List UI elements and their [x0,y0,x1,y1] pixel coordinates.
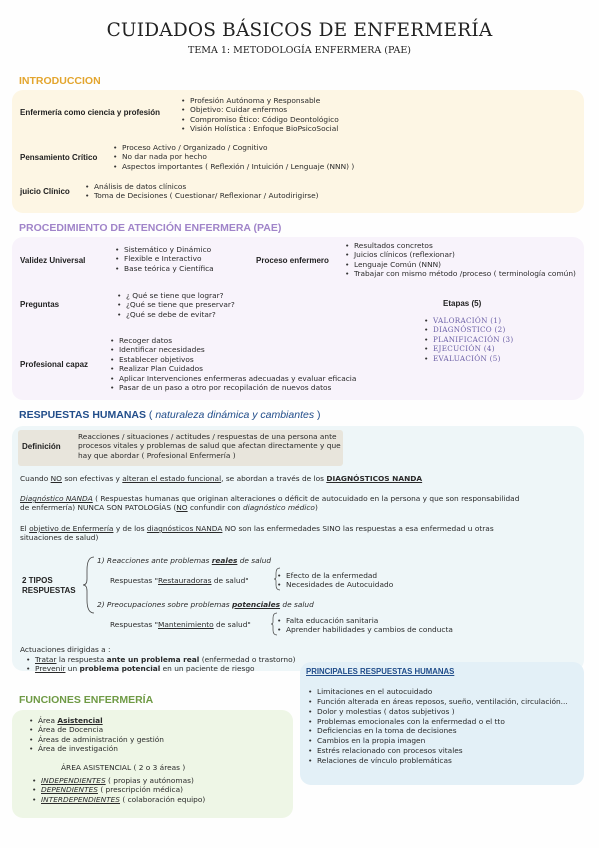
text: situaciones de salud) [20,533,99,543]
list-item: • Pasar de un paso a otro por recopilación de nuevos datos [110,383,356,392]
text: El [20,524,30,533]
tipos-label [22,576,76,596]
pae-label-preguntas: Preguntas [20,300,60,309]
list-item: • Limitaciones en el autocuidado [308,687,568,697]
list-item: • ¿Qué se debe de evitar? [117,310,235,319]
text: 2 TIPOS [22,576,53,585]
definicion-label: Definición [22,442,61,451]
text-italic: diagnóstico médico [242,503,315,513]
list-item: • Objetivo: Cuidar enfermos [181,105,339,114]
respuestas-heading-main: RESPUESTAS HUMANAS [19,409,146,421]
pae-list-etapas [424,316,514,363]
list-item: • Estrés relacionado con procesos vitales [308,746,568,756]
pae-heading: PROCEDIMIENTO DE ATENCIÓN ENFERMERA (PAE) [19,222,282,234]
text-bold-underlined: DIAGNÓSTICOS NANDA [326,474,423,483]
funciones-heading: FUNCIONES ENFERMERÍA [19,694,154,706]
text: un [65,664,80,674]
tipo2-label [97,600,314,609]
list-item: • Profesión Autónoma y Responsable [181,96,339,105]
text: (enfermedad o trastorno) [199,655,296,664]
list-item [26,664,295,673]
list-item: • Área de Docencia [29,725,164,734]
pae-list-proceso [345,241,576,279]
list-item: • Áreas de administración y gestión [29,735,164,744]
list-item [29,716,164,725]
text: 1) Reacciones ante problemas [97,556,212,565]
text-underlined: Tratar [35,655,57,664]
list-item: • ¿ Qué se tiene que lograr? [117,291,235,300]
list-item-text: EVALUACIÓN (5) [433,353,501,363]
page-title: CUIDADOS BÁSICOS DE ENFERMERÍA [106,20,493,41]
text: NO son las enfermedades SINO las respuestas a esa enfermedad u otras [222,524,494,533]
actuaciones-label: Actuaciones dirigidas a : [20,645,111,654]
text: de salud [237,556,272,565]
list-item [424,344,514,353]
pae-list-profesional [110,336,356,393]
respuestas-p2 [20,494,519,513]
text: Área [38,716,58,725]
list-item [424,316,514,325]
list-item: • Aspectos importantes ( Reflexión / Intuición / Lenguaje (NNN) ) [113,162,354,171]
text-bold: ante un problema real [106,655,200,664]
text-underlined: Mantenimiento [158,620,214,629]
text: , se abordan a través de los [221,474,327,483]
list-item: • Aplicar Intervenciones enfermeras adecuadas y evaluar eficacia [110,374,356,383]
list-item: • Dolor y molestias ( datos subjetivos ) [308,707,568,717]
list-item: • Proceso Activo / Organizado / Cognitivo [113,143,354,152]
list-item: • No dar nada por hecho [113,152,354,161]
pae-list-validez [115,245,214,273]
list-item: • Realizar Plan Cuidados [110,364,356,373]
definicion-line: hay que abordar ( Profesional Enfermería ) [78,450,236,460]
list-item: • Establecer objetivos [110,355,356,364]
list-item: • Deficiencias en la toma de decisiones [308,726,568,736]
text: ( colaboración equipo) [120,794,206,804]
list-item [424,325,514,334]
pae-label-proceso: Proceso enfermero [256,256,329,265]
list-item-text: PLANIFICACIÓN (3) [433,334,514,344]
intro-heading: INTRODUCCION [19,75,101,87]
text-italic-underlined: INDEPENDIENTES [41,776,106,785]
respuestas-heading [19,409,321,422]
text: ) [314,503,318,513]
text: Cuando [20,474,51,483]
text: de salud" [211,576,249,585]
area-asistencial-title: ÁREA ASISTENCIAL ( 2 o 3 áreas ) [61,763,186,772]
list-item: • Aprender habilidades y cambios de conducta [277,625,453,634]
text: de enfermería) NUNCA SON PATOLOGÍAS ( [20,503,177,513]
resp1-label [110,576,249,585]
list-item: • Juicios clínicos (reflexionar) [345,250,576,259]
list-item: • Identificar necesidades [110,345,356,354]
text-underlined: alteran el estado funcional [122,474,222,483]
text-underlined: objetivo de Enfermería [29,524,114,533]
list-item: • Trabajar con mismo método /proceso ( terminología común) [345,269,576,278]
pae-label-validez: Validez Universal [20,256,86,265]
text-underlined: NO [50,474,62,483]
intro-label-ciencia: Enfermería como ciencia y profesión [20,108,161,117]
list-item [32,785,205,794]
text-bold: problema potencial [79,664,161,674]
list-item [424,335,514,344]
principales-heading: PRINCIPALES RESPUESTAS HUMANAS [306,667,455,676]
list-item [32,795,205,804]
pae-label-profesional: Profesional capaz [20,360,89,369]
area-asistencial-list [32,776,205,804]
respuestas-heading-paren-open: ( [148,409,153,421]
text: la respuesta [56,655,107,664]
list-item: • Resultados concretos [345,241,576,250]
definicion-line: procesos vitales y problemas de salud que afectan directamente y que [78,441,341,451]
text-italic-underlined: INTERDEPENDIENTES [41,794,120,804]
principales-list [308,687,568,766]
text: Respuestas " [110,620,158,629]
text: Respuestas " [110,576,158,585]
list-item: • Base teórica y Científica [115,264,214,273]
intro-list-pensamiento [113,143,354,171]
text-italic-underlined: Diagnóstico NANDA [20,494,93,503]
list-item [26,655,295,664]
list-item [32,776,205,785]
text-underlined: Restauradoras [158,576,212,585]
list-item: • Lenguaje Común (NNN) [345,260,576,269]
text-bold-underlined: reales [211,556,238,565]
list-item: • Flexible e Interactivo [115,254,214,263]
list-item: • Visión Holística : Enfoque BioPsicoSocial [181,124,339,133]
intro-label-juicio: juicio Clínico [20,187,70,196]
list-item: • Análisis de datos clínicos [85,182,319,191]
list-item: • Necesidades de Autocuidado [277,580,393,589]
text: 2) Preocupaciones sobre problemas [97,600,233,609]
list-item-text: VALORACIÓN (1) [433,316,502,325]
list-item: • Función alterada en áreas reposos, sueño, ventilación, circulación... [308,697,568,707]
respuestas-p3 [20,524,494,543]
actuaciones-list [26,655,295,674]
list-item-text: DIAGNÓSTICO (2) [433,325,506,335]
resp1-list [277,571,393,590]
intro-list-juicio [85,182,319,201]
respuestas-p1 [20,474,422,483]
page-subtitle: TEMA 1: METODOLOGÍA ENFERMERA (PAE) [187,45,411,56]
list-item: • ¿Qué se tiene que preservar? [117,300,235,309]
resp2-label [110,620,251,629]
tipo1-label [97,556,271,565]
resp2-list [277,616,453,635]
text: ( prescripción médica) [97,785,184,795]
text: en un paciente de riesgo [160,664,255,674]
list-item: • Recoger datos [110,336,356,345]
list-item: • Sistemático y Dinámico [115,245,214,254]
text: de salud" [213,620,251,629]
text: confundir con [187,503,243,513]
pae-list-preguntas [117,291,235,319]
list-item: • Problemas emocionales con la enfermedad o el tto [308,717,568,727]
list-item: • Cambios en la propia imagen [308,736,568,746]
respuestas-heading-italic: naturaleza dinámica y cambiantes [155,409,315,421]
text-underlined: NO [176,503,188,513]
text-bold-underlined: potenciales [232,600,281,609]
intro-label-pensamiento: Pensamiento Crítico [20,153,98,162]
list-item [424,354,514,363]
intro-list-ciencia [181,96,339,134]
funciones-list [29,716,164,754]
list-item-text: EJECUCIÓN (4) [433,344,495,354]
respuestas-heading-paren-close: ) [317,409,321,421]
text: y de los [113,524,147,533]
list-item: • Relaciones de vínculo problemáticas [308,756,568,766]
text: ( Respuestas humanas que originan alteraciones o déficit de autocuidado en la persona y que son responsabilidad [92,494,520,503]
text: de salud [280,600,314,609]
text-italic-underlined: DEPENDIENTES [41,785,98,795]
text-bold-underlined: Asistencial [57,716,103,725]
definicion-text [78,432,341,460]
text-underlined: diagnósticos NANDA [146,524,223,533]
text: son efectivas y [61,474,123,483]
list-item: • Toma de Decisiones ( Cuestionar/ Reflexionar / Autodirigirse) [85,191,319,200]
pae-label-etapas: Etapas (5) [443,299,482,308]
tipos-bracket [82,555,96,615]
text: RESPUESTAS [22,586,76,595]
list-item: • Falta educación sanitaria [277,616,453,625]
text: ( propias y autónomas) [105,776,194,785]
list-item: • Efecto de la enfermedad [277,571,393,580]
list-item: • Compromiso Ético: Código Deontológico [181,115,339,124]
definicion-line: Reacciones / situaciones / actitudes / respuestas de una persona ante [78,432,337,441]
text-underlined: Prevenir [35,664,66,674]
list-item: • Área de investigación [29,744,164,753]
